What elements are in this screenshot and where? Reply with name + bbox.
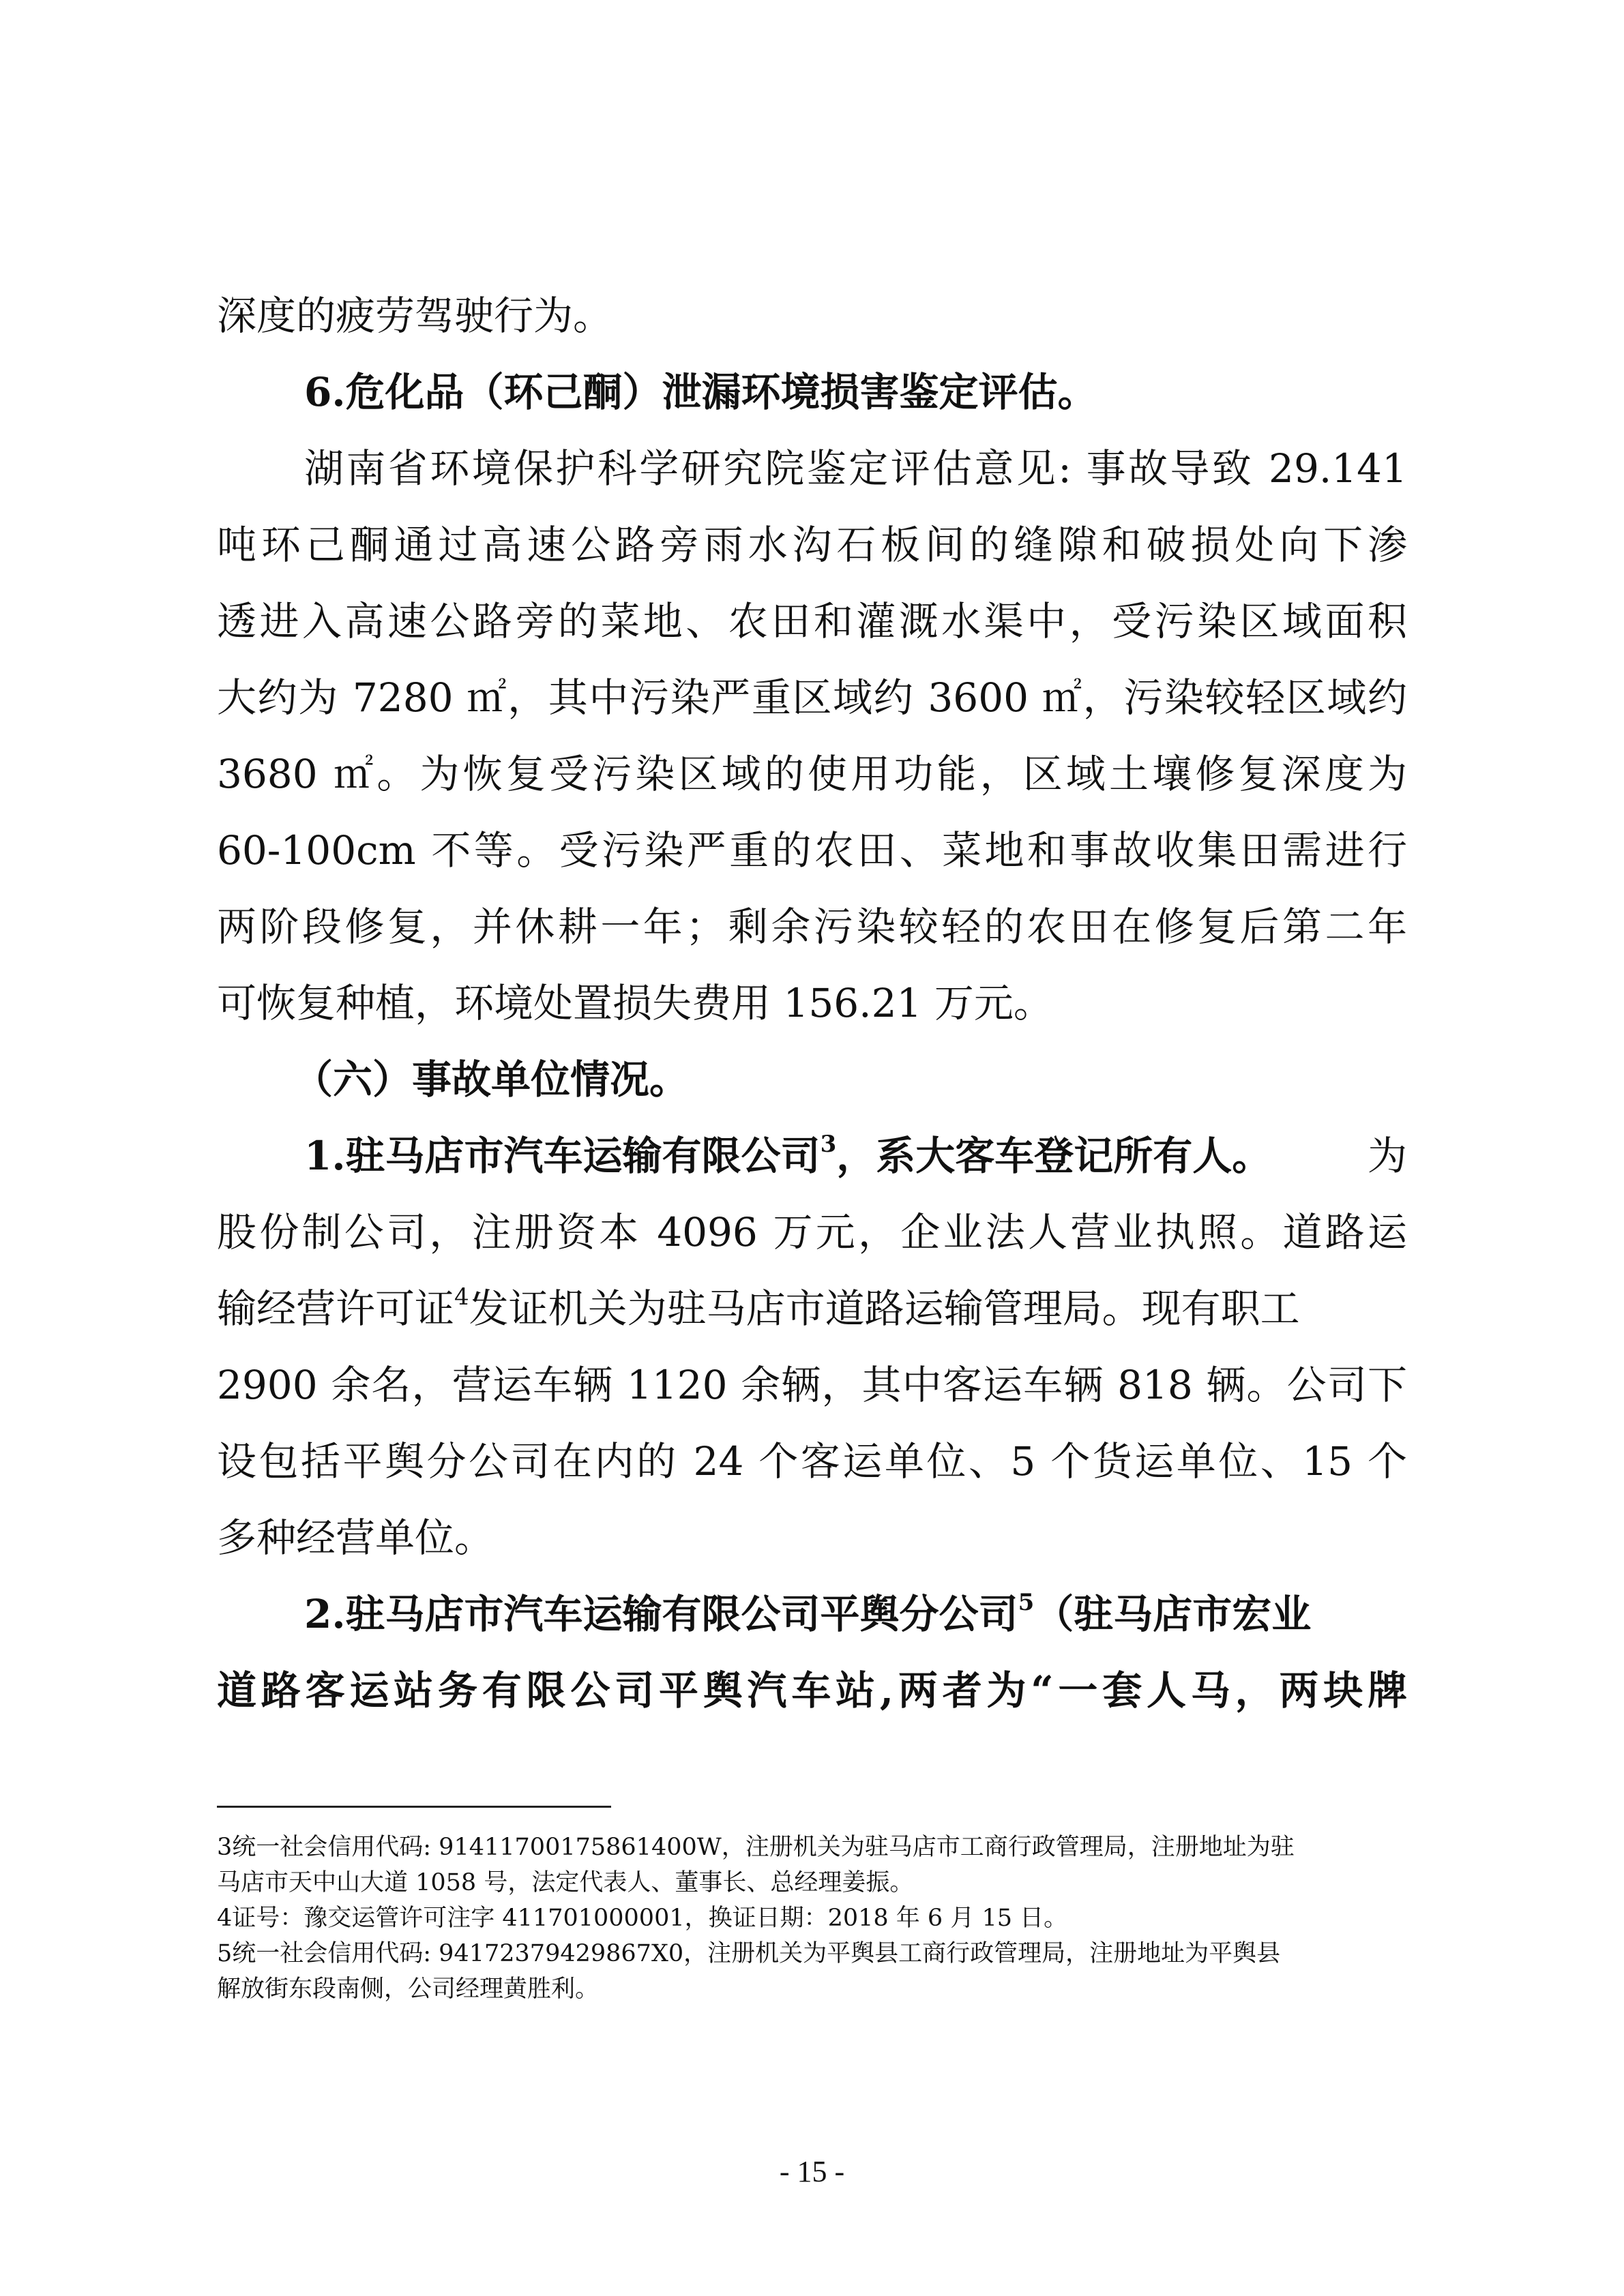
paragraph-line: 60-100cm 不等。受污染严重的农田、菜地和事故收集田需进行 <box>217 827 1407 874</box>
paragraph-line: 3680 ㎡。为恢复受污染区域的使用功能，区域土壤修复深度为 <box>217 751 1407 797</box>
text-span: 输经营许可证 <box>217 1285 455 1332</box>
company-role: ，系大客车登记所有人。 <box>836 1133 1272 1179</box>
company-name: 1.驻马店市汽车运输有限公司 <box>304 1133 821 1179</box>
branch-note: （驻马店市宏业 <box>1034 1591 1312 1637</box>
footnote-3-line-1: 3统一社会信用代码: 91411700175861400W，注册机关为驻马店市工商行政管理局，注册地址为驻 <box>217 1834 1295 1861</box>
paragraph-line: 透进入高速公路旁的菜地、农田和灌溉水渠中，受污染区域面积 <box>217 598 1407 644</box>
paragraph-line: 股份制公司，注册资本 4096 万元，企业法人营业执照。道路运 <box>217 1209 1407 1255</box>
footnote-5-line-2: 解放街东段南侧，公司经理黄胜利。 <box>217 1976 600 2003</box>
branch-heading-line-2: 道路客运站务有限公司平舆汽车站,两者为“一套人马，两块牌 <box>217 1667 1407 1714</box>
paragraph-line: 深度的疲劳驾驶行为。 <box>217 293 613 339</box>
branch-heading-line <box>304 1590 1407 1638</box>
paragraph-line: 设包括平舆分公司在内的 24 个客运单位、5 个货运单位、15 个 <box>217 1438 1407 1485</box>
paragraph-line: 两阶段修复，并休耕一年；剩余污染较轻的农田在修复后第二年 <box>217 904 1407 950</box>
branch-name: 2.驻马店市汽车运输有限公司平舆分公司 <box>304 1591 1018 1637</box>
paragraph-line: 可恢复种植，环境处置损失费用 156.21 万元。 <box>217 980 1053 1026</box>
footnote-ref-3: 3 <box>820 1132 837 1158</box>
footnote-divider <box>217 1806 611 1808</box>
paragraph-line: 2900 余名，营运车辆 1120 余辆，其中客运车辆 818 辆。公司下 <box>217 1362 1407 1408</box>
footnote-ref-4: 4 <box>454 1285 469 1311</box>
footnote-5-line-1: 5统一社会信用代码: 94172379429867X0，注册机关为平舆县工商行政管理局，注册地址为平舆县 <box>217 1940 1281 1967</box>
paragraph-line: 湖南省环境保护科学研究院鉴定评估意见: 事故导致 29.141 <box>304 445 1407 492</box>
page-number: - 15 - <box>779 2155 845 2188</box>
text-span: 发证机关为驻马店市道路运输管理局。现有职工 <box>469 1285 1300 1332</box>
section-heading-6: 6.危化品（环己酮）泄漏环境损害鉴定评估。 <box>304 369 1097 415</box>
line-end-text: 为 <box>1367 1133 1407 1179</box>
section-heading-six: （六）事故单位情况。 <box>293 1056 690 1103</box>
footnote-ref-5: 5 <box>1018 1590 1035 1616</box>
paragraph-line: 多种经营单位。 <box>217 1515 494 1561</box>
footnote-4: 4证号：豫交运管许可注字 411701000001，换证日期：2018 年 6 月 15 日。 <box>217 1905 1068 1932</box>
paragraph-line: 大约为 7280 ㎡，其中污染严重区域约 3600 ㎡，污染较轻区域约 <box>217 674 1407 721</box>
paragraph-line: 吨环己酮通过高速公路旁雨水沟石板间的缝隙和破损处向下渗 <box>217 522 1407 568</box>
company-heading-line <box>304 1132 1407 1180</box>
footnote-3-line-2: 马店市天中山大道 1058 号，法定代表人、董事长、总经理姜振。 <box>217 1869 914 1896</box>
paragraph-line <box>217 1285 1407 1332</box>
